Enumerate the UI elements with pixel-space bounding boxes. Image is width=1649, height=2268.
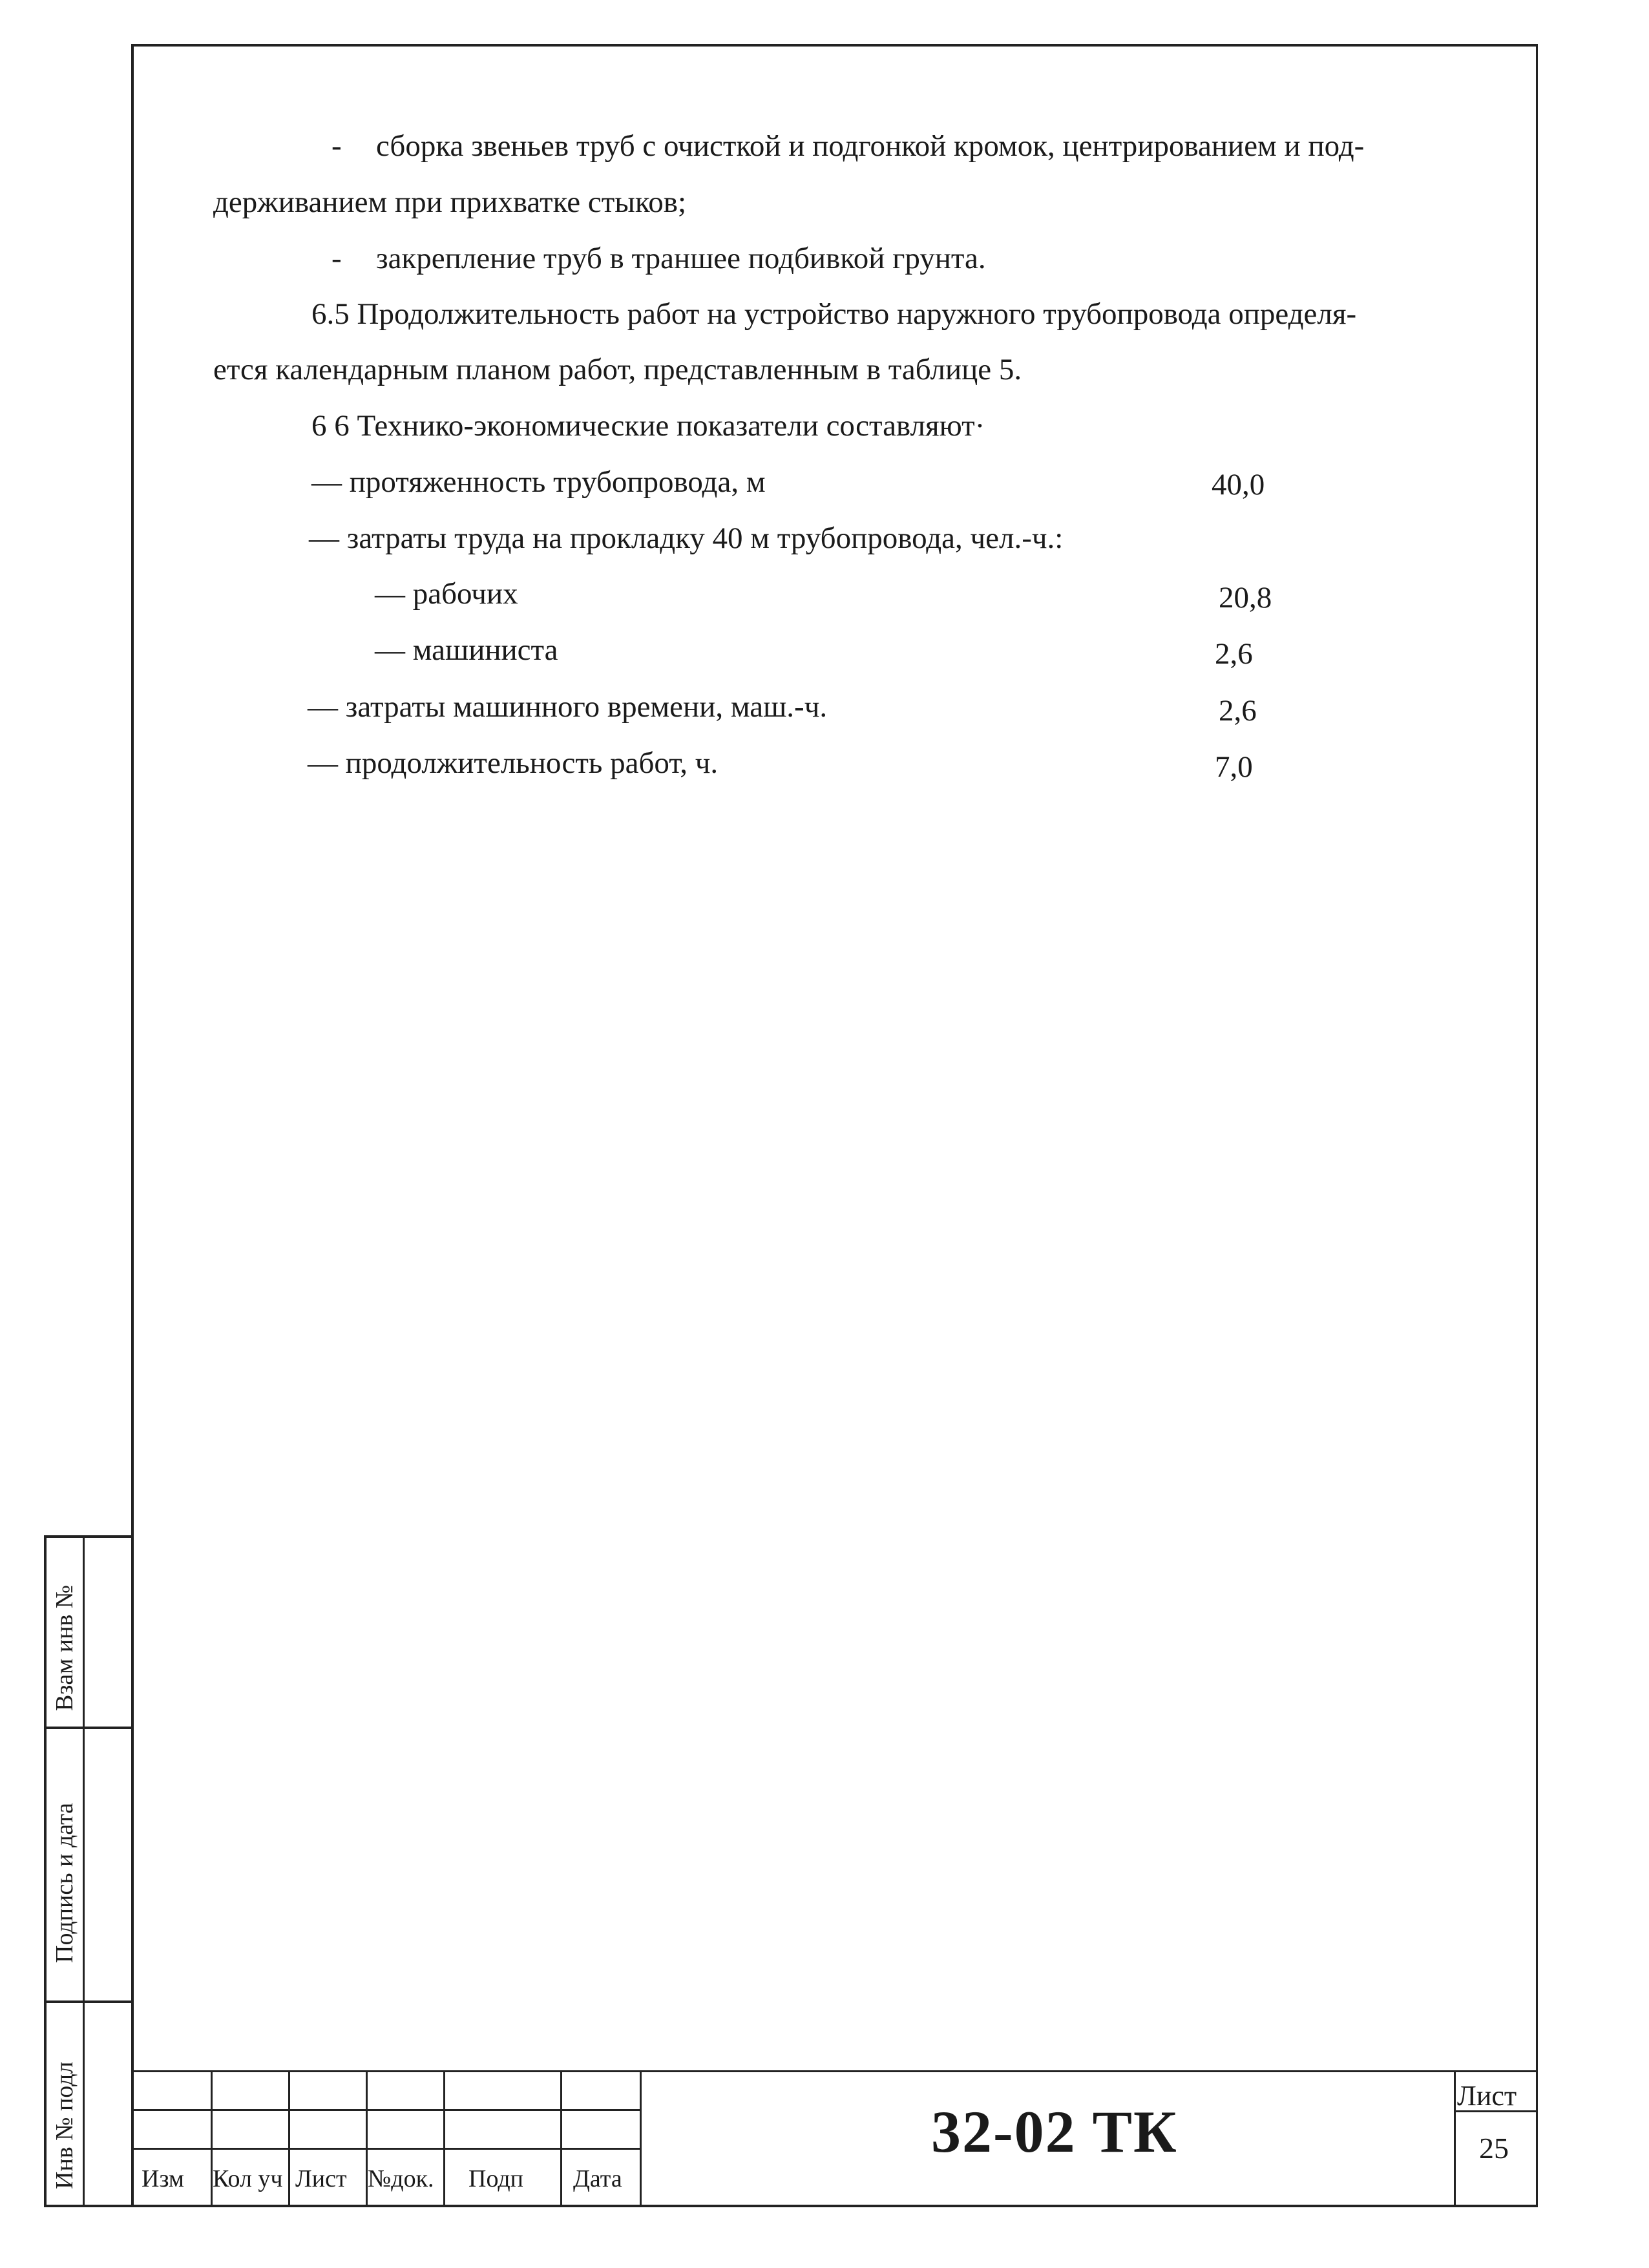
- label-list: Лист: [295, 2165, 347, 2192]
- indicator-label: — рабочих: [375, 577, 518, 611]
- paragraph-6-5-line-2: ется календарным планом работ, представленным в таблице 5.: [213, 353, 1022, 386]
- label-izm: Изм: [142, 2165, 184, 2192]
- label-n-dok: №док.: [368, 2165, 434, 2192]
- label-data: Дата: [573, 2165, 622, 2192]
- title-block: [131, 2070, 1538, 2207]
- sheet-label: Лист: [1457, 2080, 1517, 2112]
- bullet-1-line-2: держиванием при прихватке стыков;: [213, 185, 687, 219]
- side-stamp: [44, 1535, 134, 2207]
- indicator-value: 7,0: [1215, 750, 1253, 784]
- bullet-2-text: закрепление труб в траншее подбивкой грунта.: [376, 242, 986, 275]
- paragraph-6-6: 6 6 Технико-экономические показатели составляют·: [311, 409, 985, 443]
- indicator-label: — продолжительность работ, ч.: [308, 746, 719, 780]
- stamp-inv-podl: Инв № подл: [51, 2061, 78, 2189]
- bullet-1-dash: -: [331, 129, 342, 163]
- label-podp: Подп: [468, 2165, 524, 2192]
- document-code: 32-02 ТК: [931, 2099, 1178, 2165]
- indicator-label: — машиниста: [375, 633, 558, 667]
- indicator-value: 40,0: [1212, 468, 1265, 501]
- stamp-vzam-inv: Взам инв №: [51, 1584, 78, 1711]
- indicator-label: — затраты труда на прокладку 40 м трубопровода, чел.-ч.:: [309, 521, 1064, 555]
- indicator-value: 20,8: [1219, 581, 1272, 614]
- indicator-value: 2,6: [1219, 694, 1257, 728]
- label-kol-uch: Кол уч: [213, 2165, 283, 2192]
- bullet-1-line-1: сборка звеньев труб с очисткой и подгонкой кромок, центрированием и под-: [376, 129, 1365, 163]
- sheet-number: 25: [1479, 2132, 1509, 2165]
- paragraph-6-5-line-1: 6.5 Продолжительность работ на устройство наружного трубопровода определя-: [311, 297, 1357, 331]
- stamp-podpis-data: Подпись и дата: [51, 1802, 78, 1963]
- bullet-2-dash: -: [331, 242, 342, 275]
- indicator-value: 2,6: [1215, 637, 1253, 671]
- indicator-label: — протяженность трубопровода, м: [311, 465, 766, 499]
- indicator-label: — затраты машинного времени, маш.-ч.: [308, 690, 828, 724]
